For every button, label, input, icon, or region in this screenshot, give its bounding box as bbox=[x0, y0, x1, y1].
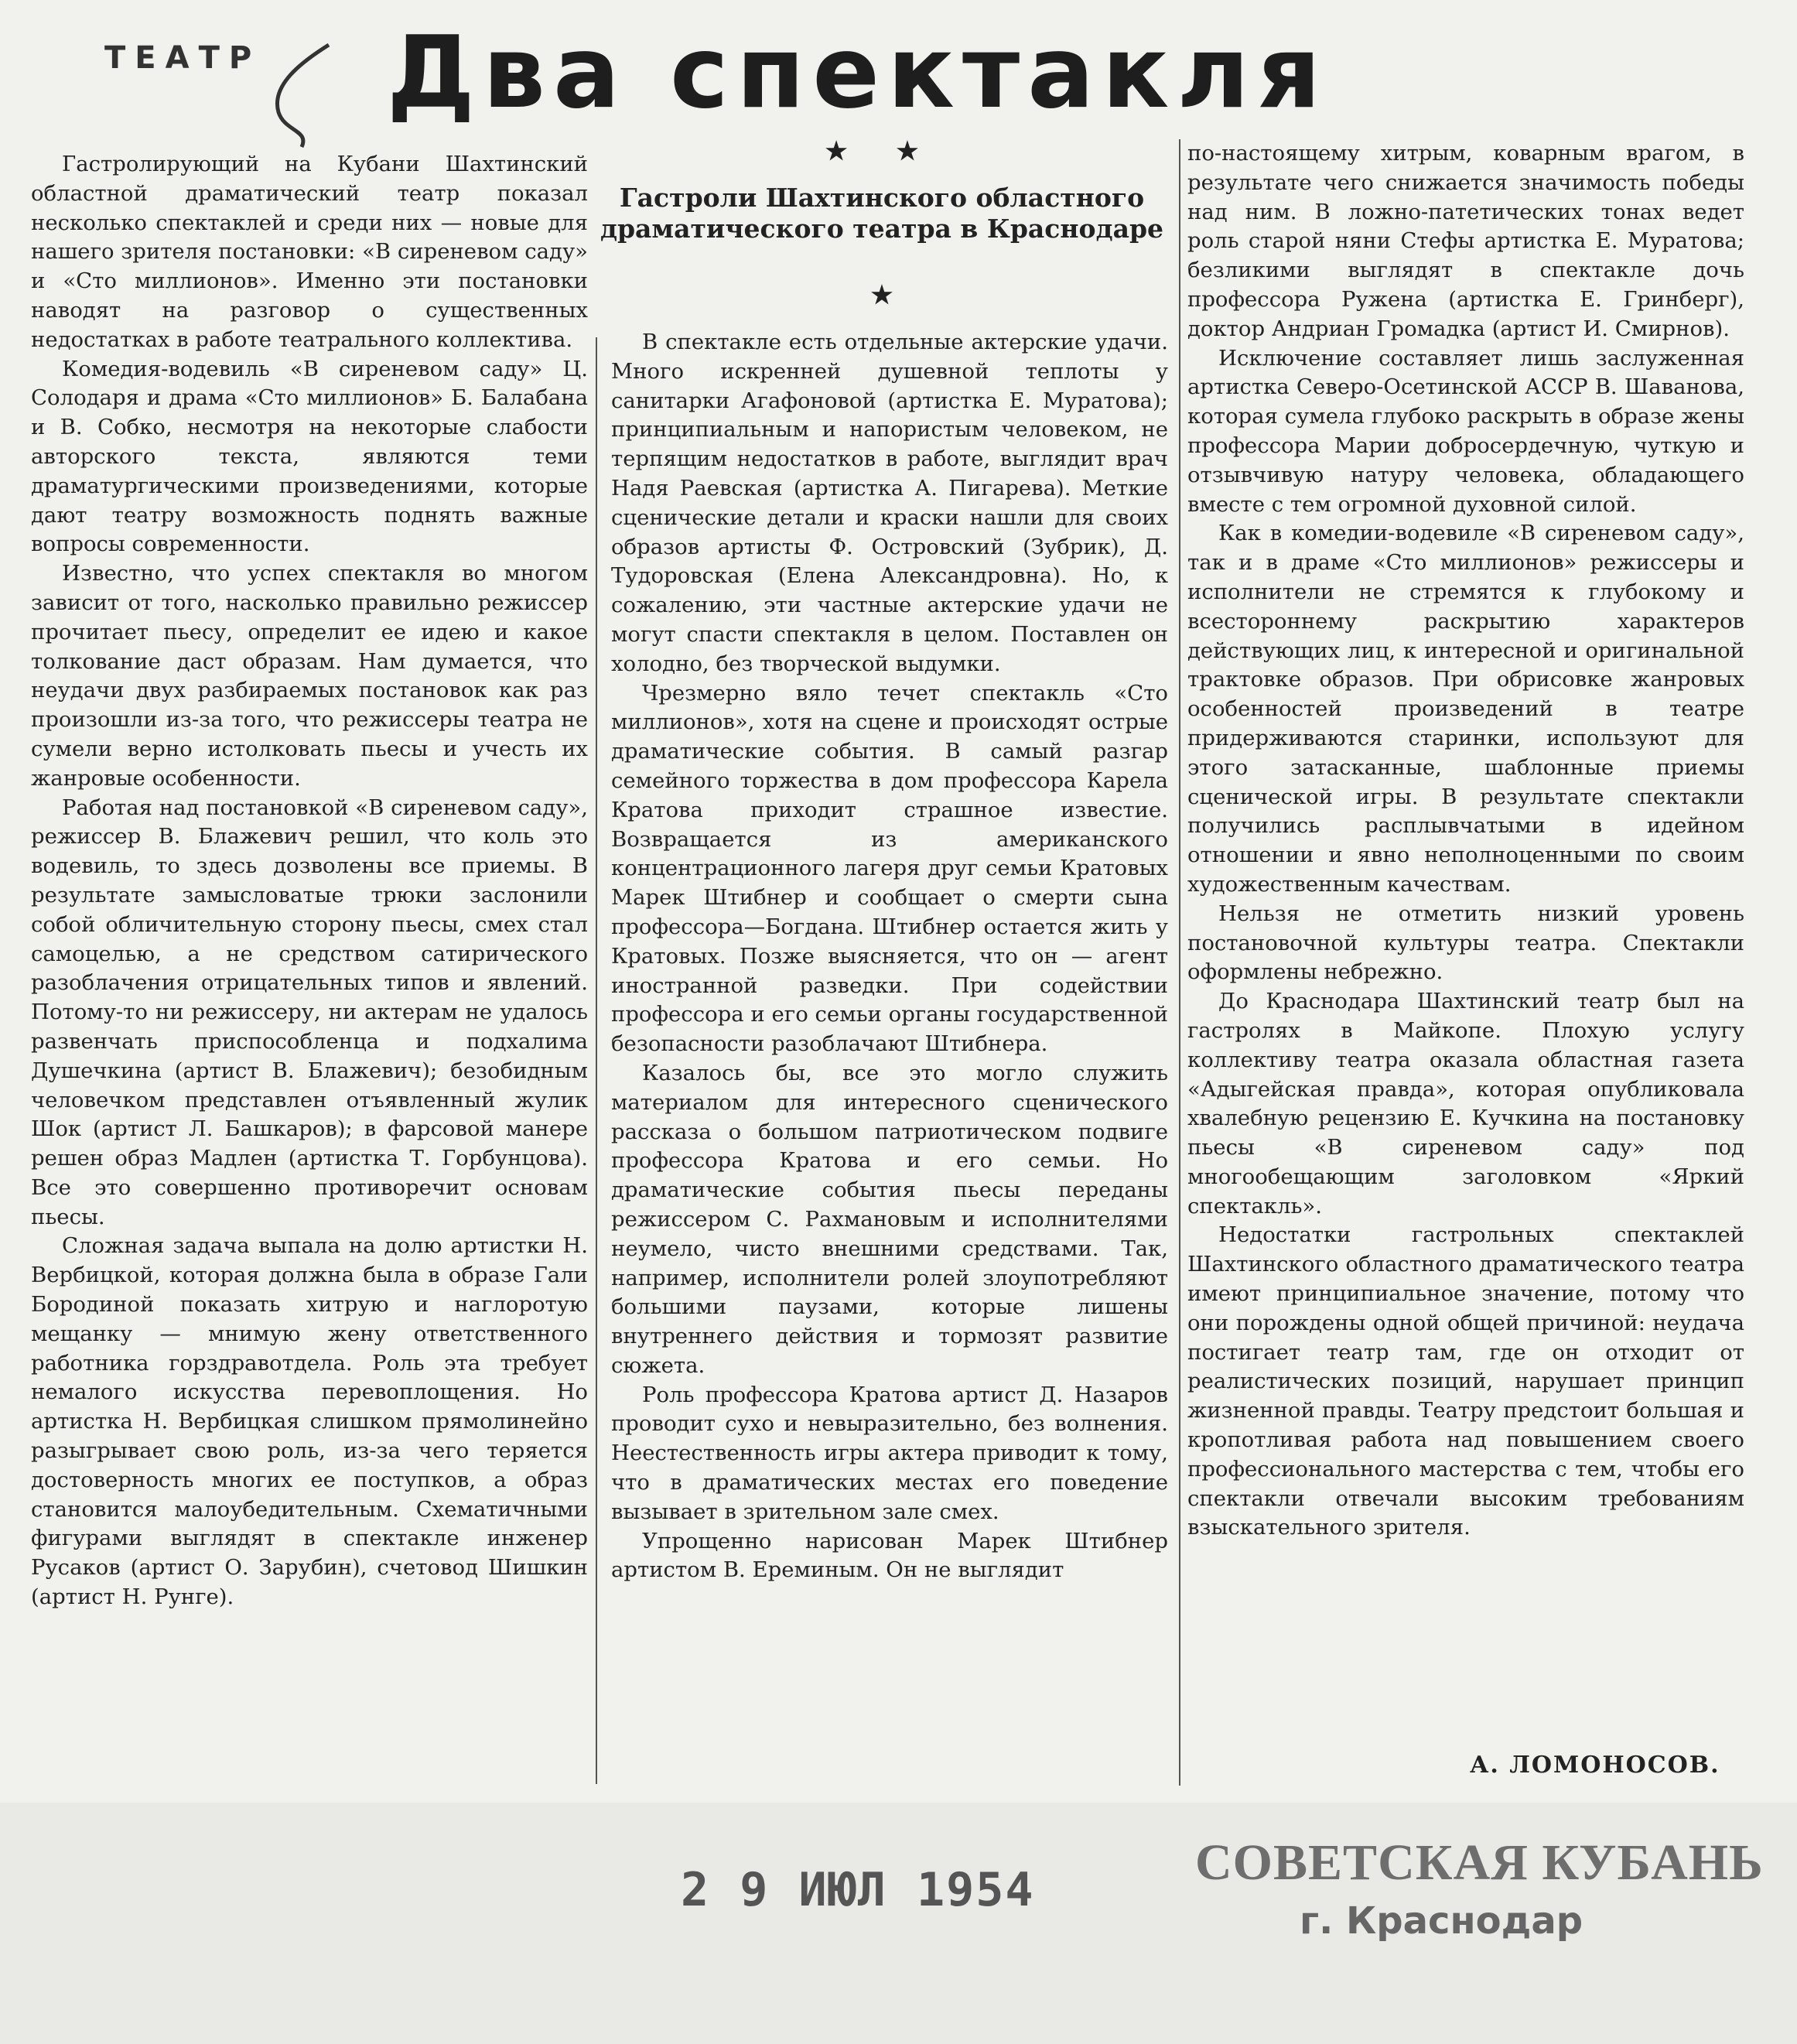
paragraph: Чрезмерно вяло течет спектакль «Сто миллионов», хотя на сцене и происходят острые драматические события. В самый разгар семейного торжества в дом профессора Карела Кратова приходит страшное известие. Возвращается из американского концентрационного лагеря друг семьи Кратовых Марек Штибнер и сообщает о смерти сына профессора—Богдана. Штибнер остается жить у Кратовых. Позже выясняется, что он — агент иностранной разведки. При содействии профессора и его семьи органы государственной безопасности разоблачают Штибнера. bbox=[611, 680, 1168, 1057]
author-signature: А. ЛОМОНОСОВ. bbox=[1470, 1752, 1720, 1779]
newspaper-stamp: СОВЕТСКАЯ КУБАНЬ bbox=[1195, 1834, 1764, 1891]
paragraph: Гастролирующий на Кубани Шахтинский областной драматический театр показал несколько спектаклей и среди них — новые для нашего зрителя постановки: «В сиреневом саду» и «Сто миллионов». Именно эти постановки наводят на разговор о существенных недостатках в работе театрального коллектива. bbox=[31, 152, 588, 352]
city-stamp: г. Краснодар bbox=[1300, 1899, 1583, 1943]
paragraph: Казалось бы, все это могло служить материалом для интересного сценического рассказа о большом патриотическом подвиге профессора Кратова и его семьи. Но драматические события пьесы переданы режиссером С. Рахмановым и исполнителями неумело, чисто внешними средствами. Так, например, исполнители ролей злоупотребляют большими паузами, которые лишены внутреннего действия и тормозят развитие сюжета. bbox=[611, 1060, 1168, 1378]
swash-ornament-icon bbox=[255, 39, 340, 155]
stars-ornament-top: ★ ★ bbox=[825, 136, 939, 166]
paragraph: по-настоящему хитрым, коварным врагом, в результате чего снижается значимость победы над ним. В ложно-патетических тонах ведет роль старой няни Стефы артистка Е. Муратова; безликими выглядят в спектакле дочь профессора Ружена (артистка Е. Гринберг), доктор Андриан Громадка (артист И. Смирнов). bbox=[1187, 141, 1744, 341]
paragraph: Работая над постановкой «В сиреневом саду», режиссер В. Блажевич решил, что коль это водевиль, то здесь дозволены все приемы. В результате замысловатые трюки заслонили собой обличительную сторону пьесы, смех стал самоцелью, а не средством сатирического разоблачения отрицательных типов и явлений. Потому-то ни режиссеру, ни актерам не удалось развенчать приспособленца и подхалима Душечкина (артист В. Блажевич); безобидным человечком представлен отъявленный жулик Шок (артист Л. Башкаров); в фарсовой манере решен образ Мадлен (артистка Т. Горбунцова). Все это совершенно противоречит основам пьесы. bbox=[31, 795, 588, 1229]
paragraph: Недостатки гастрольных спектаклей Шахтинского областного драматического театра имеют принципиальное значение, потому что они порождены одной общей причиной: неудача постигает театр там, где он отходит от реалистических позиций, нарушает принцип жизненной правды. Театру предстоит большая и кропотливая работа над повышением своего профессионального мастерства с тем, чтобы его спектакли отвечали высоким требованиям взыскательного зрителя. bbox=[1187, 1222, 1744, 1540]
paragraph: Как в комедии-водевиле «В сиреневом саду», так и в драме «Сто миллионов» режиссеры и исполнители не стремятся к глубокому и всестороннему раскрытию характеров действующих лиц, к интересной и оригинальной трактовке образов. При обрисовке жанровых особенностей произведений в театре придерживаются старинки, используют для этого затасканные, шаблонные приемы сценической игры. В результате спектакли получились расплывчатыми в идейном отношении и явно неполноценными по своим художественным качествам. bbox=[1187, 521, 1744, 897]
paragraph: Сложная задача выпала на долю артистки Н. Вербицкой, которая должна была в образе Гали Бородиной показать хитрую и наглоротую мещанку — мнимую жену ответственного работника горздравотдела. Роль эта требует немалого искусства перевоплощения. Но артистка Н. Вербицкая слишком прямолинейно разыгрывает свою роль, из-за чего теряется достоверность многих ее поступков, а образ становится малоубедительным. Схематичными фигурами выглядят в спектакле инженер Русаков (артист О. Зарубин), счетовод Шишкин (артист Н. Рунге). bbox=[31, 1233, 588, 1610]
column-divider bbox=[596, 337, 597, 1784]
article-headline: Два спектакля bbox=[387, 15, 1329, 131]
paragraph: Упрощенно нарисован Марек Штибнер артистом В. Ереминым. Он не выглядит bbox=[611, 1528, 1168, 1583]
paragraph: Роль профессора Кратова артист Д. Назаров проводит сухо и невыразительно, без волнения. Неестественность игры актера приводит к тому, что в драматических местах его поведение вызывает в зрительном зале смех. bbox=[611, 1382, 1168, 1524]
rubric-label: ТЕАТР bbox=[104, 40, 261, 76]
paragraph: Нельзя не отметить низкий уровень постановочной культуры театра. Спектакли оформлены небрежно. bbox=[1187, 901, 1744, 985]
date-stamp: 2 9 ИЮЛ 1954 bbox=[681, 1863, 1035, 1917]
column-divider bbox=[1179, 139, 1180, 1786]
paragraph: Исключение составляет лишь заслуженная артистка Северо-Осетинской АССР В. Шаванова, которая сумела глубоко раскрыть в образе жены профессора Марии добросердечную, чуткую и отзывчивую натуру человека, обладающего вместе с тем огромной духовной силой. bbox=[1187, 345, 1744, 517]
paragraph: Комедия-водевиль «В сиреневом саду» Ц. Солодаря и драма «Сто миллионов» Б. Балабана и В. Собко, несмотря на некоторые слабости авторского текста, являются теми драматургическими произведениями, которые дают театру возможность поднять важные вопросы современности. bbox=[31, 356, 588, 557]
paragraph: До Краснодара Шахтинский театр был на гастролях в Майкопе. Плохую услугу коллективу театра оказала областная газета «Адыгейская правда», которая опубликовала хвалебную рецензию Е. Кучкина на постановку пьесы «В сиреневом саду» под многообещающим заголовком «Яркий спектакль». bbox=[1187, 989, 1744, 1219]
article-subtitle: Гастроли Шахтинского областного драматического театра в Краснодаре bbox=[600, 183, 1164, 244]
paragraph: Известно, что успех спектакля во многом зависит от того, насколько правильно режиссер прочитает пьесу, определит ее идею и какое толкование даст образам. Нам думается, что неудачи двух разбираемых постановок как раз произошли из-за того, что режиссеры театра не сумели верно истолковать пьесы и учесть их жанровые особенности. bbox=[31, 561, 588, 791]
text-column-3 bbox=[1187, 139, 1744, 1543]
stars-ornament-bottom: ★ bbox=[870, 280, 893, 309]
text-column-1 bbox=[31, 150, 588, 1612]
text-column-2 bbox=[611, 328, 1168, 1585]
paragraph: В спектакле есть отдельные актерские удачи. Много искренней душевной теплоты у санитарки Агафоновой (артистка Е. Муратова); принципиальным и напористым человеком, не терпящим недостатков в работе, выглядит врач Надя Раевская (артистка А. Пигарева). Меткие сценические детали и краски нашли для своих образов артисты Ф. Островский (Зубрик), Д. Тудоровская (Елена Александровна). Но, к сожалению, эти частные актерские удачи не могут спасти спектакля в целом. Поставлен он холодно, без творческой выдумки. bbox=[611, 330, 1168, 676]
